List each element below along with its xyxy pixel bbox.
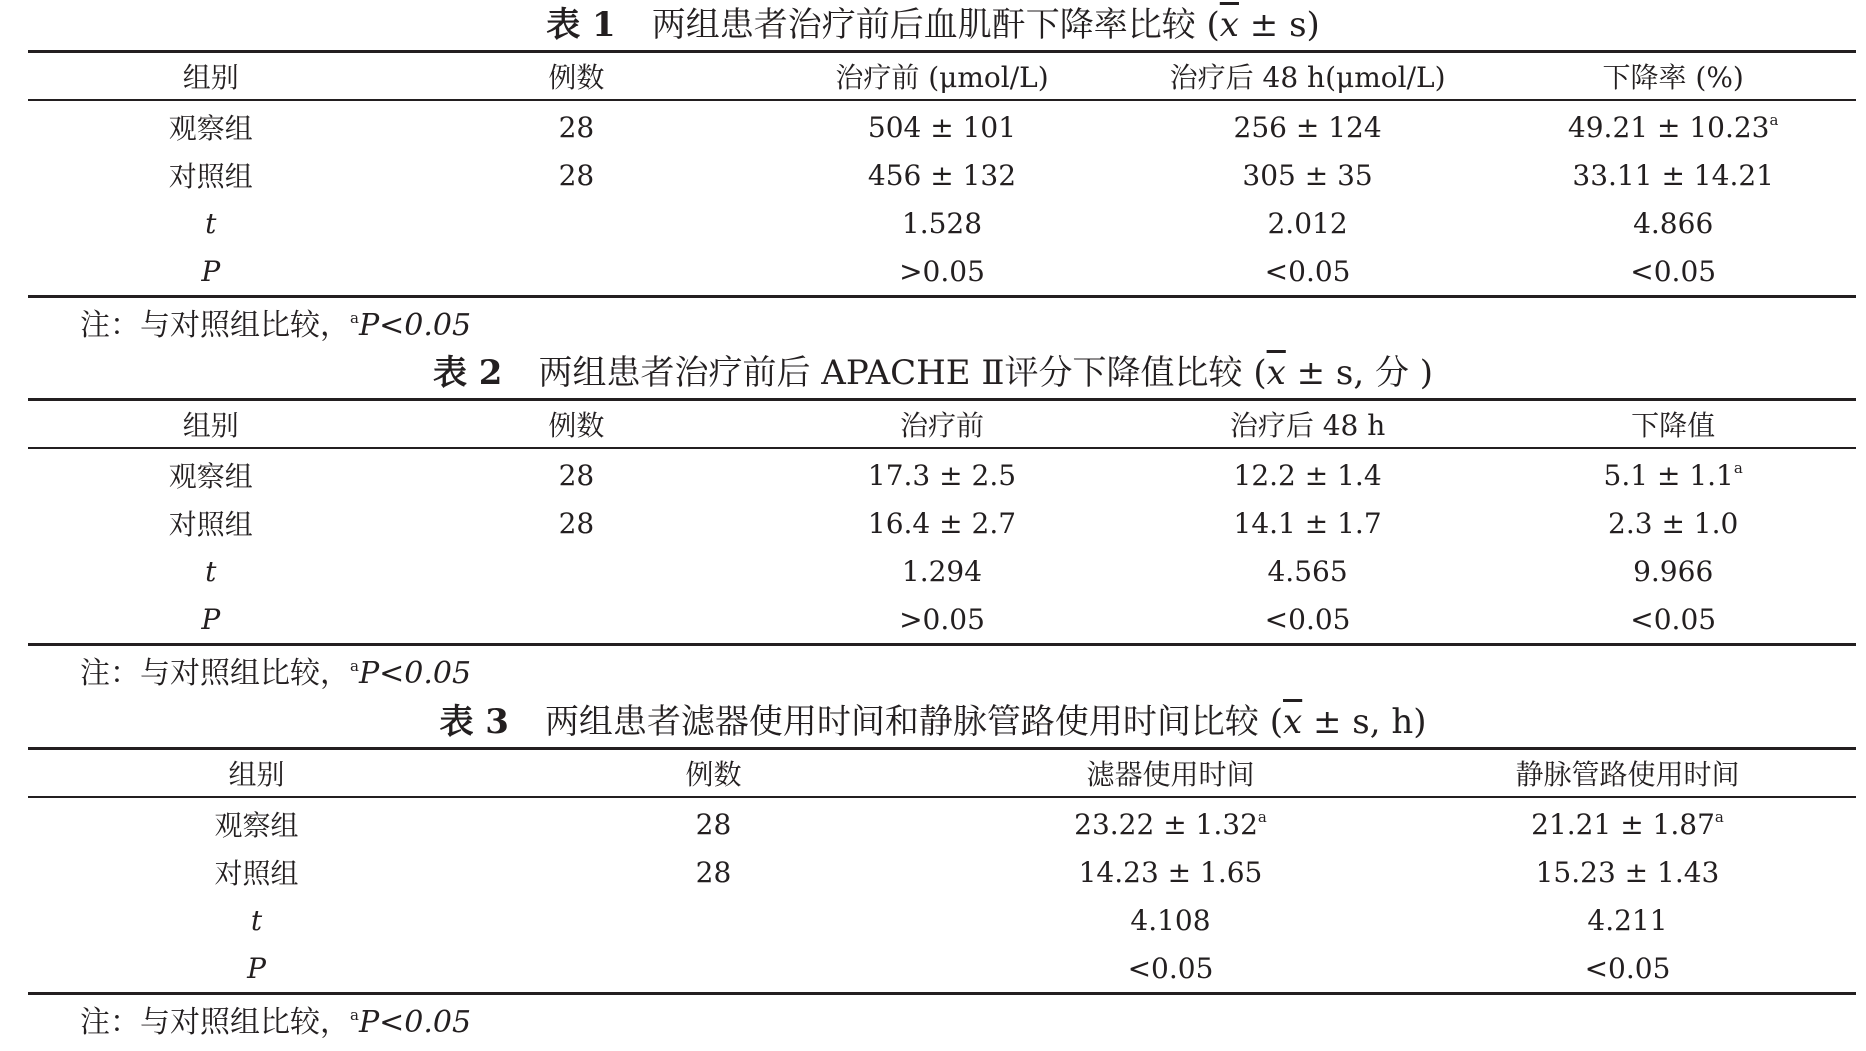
value-cell bbox=[759, 151, 1125, 199]
count-cell: 28 bbox=[558, 458, 595, 492]
count-cell bbox=[485, 896, 942, 944]
group-cell: t bbox=[250, 903, 263, 937]
count-cell: 28 bbox=[558, 158, 595, 192]
table-row bbox=[28, 199, 1856, 247]
value-text: <0.05 bbox=[1264, 254, 1351, 288]
table-row bbox=[28, 797, 1856, 848]
value-cell bbox=[942, 944, 1399, 994]
value-cell bbox=[942, 896, 1399, 944]
table-1-caption bbox=[0, 0, 1866, 50]
value-text: 49.21 ± 10.23 bbox=[1567, 110, 1770, 144]
value-text: 14.23 ± 1.65 bbox=[1078, 855, 1263, 889]
count-cell bbox=[485, 944, 942, 994]
value-cell bbox=[1399, 896, 1856, 944]
count-cell: 28 bbox=[695, 855, 732, 889]
table-row bbox=[28, 100, 1856, 151]
value-text: <0.05 bbox=[1584, 951, 1671, 985]
value-text: 456 ± 132 bbox=[867, 158, 1017, 192]
value-cell bbox=[1125, 595, 1491, 645]
value-cell bbox=[759, 100, 1125, 151]
note-text: 注：与对照组比较， bbox=[80, 1005, 350, 1040]
column-header: 治疗后 48 h(μmol/L) bbox=[1169, 61, 1446, 94]
column-header: 下降值 bbox=[1631, 409, 1716, 442]
table-title: 两组患者治疗前后血肌酐下降率比较 ( bbox=[651, 5, 1220, 45]
value-text: >0.05 bbox=[899, 602, 985, 636]
significance-mark: a bbox=[350, 1006, 359, 1024]
group-cell: P bbox=[247, 951, 266, 985]
value-cell bbox=[1399, 944, 1856, 994]
value-cell bbox=[1399, 797, 1856, 848]
value-cell bbox=[1490, 547, 1856, 595]
value-cell bbox=[1125, 151, 1491, 199]
group-cell: 观察组 bbox=[214, 809, 299, 842]
significance-mark: a bbox=[350, 309, 359, 327]
count-cell bbox=[394, 247, 760, 297]
value-text: <0.05 bbox=[1127, 951, 1214, 985]
value-cell bbox=[1125, 448, 1491, 499]
value-text: 33.11 ± 14.21 bbox=[1572, 158, 1774, 192]
value-text: 15.23 ± 1.43 bbox=[1535, 855, 1720, 889]
table-3-note bbox=[0, 995, 1866, 1047]
value-cell bbox=[942, 848, 1399, 896]
data-table-1 bbox=[28, 50, 1856, 298]
count-cell: 28 bbox=[558, 110, 595, 144]
value-text: 4.211 bbox=[1587, 903, 1668, 937]
column-header: 治疗后 48 h bbox=[1229, 409, 1386, 442]
table-row bbox=[28, 448, 1856, 499]
value-text: 12.2 ± 1.4 bbox=[1233, 458, 1382, 492]
table-title: 两组患者治疗前后 APACHE Ⅱ评分下降值比较 ( bbox=[538, 353, 1267, 393]
value-cell bbox=[1490, 595, 1856, 645]
table-label: 表 3 bbox=[439, 702, 509, 742]
value-cell bbox=[1490, 199, 1856, 247]
value-cell bbox=[1125, 499, 1491, 547]
group-cell: 对照组 bbox=[214, 857, 299, 890]
significance-mark: a bbox=[1769, 110, 1779, 129]
column-header: 例数 bbox=[548, 409, 605, 442]
note-p-value: P<0.05 bbox=[358, 656, 472, 691]
count-cell: 28 bbox=[558, 506, 595, 540]
value-cell bbox=[1125, 247, 1491, 297]
table-3-caption bbox=[0, 697, 1866, 747]
significance-mark: a bbox=[1714, 807, 1724, 826]
group-cell: 对照组 bbox=[168, 160, 253, 193]
value-text: 14.1 ± 1.7 bbox=[1233, 506, 1382, 540]
table-row bbox=[28, 499, 1856, 547]
value-text: 4.565 bbox=[1267, 554, 1348, 588]
value-cell bbox=[1490, 448, 1856, 499]
table-3-block bbox=[0, 697, 1866, 1047]
group-cell: 观察组 bbox=[168, 112, 253, 145]
value-text: 504 ± 101 bbox=[867, 110, 1017, 144]
value-text: 4.866 bbox=[1633, 206, 1714, 240]
table-row bbox=[28, 848, 1856, 896]
value-cell bbox=[759, 595, 1125, 645]
group-cell: P bbox=[201, 602, 221, 636]
value-text: 2.3 ± 1.0 bbox=[1608, 506, 1739, 540]
value-text: >0.05 bbox=[899, 254, 985, 288]
table-title-suffix: ± s) bbox=[1238, 5, 1320, 45]
table-row bbox=[28, 896, 1856, 944]
header-row bbox=[28, 400, 1856, 449]
table-row bbox=[28, 547, 1856, 595]
group-cell: t bbox=[205, 554, 217, 588]
table-2-note bbox=[0, 646, 1866, 698]
value-cell bbox=[1490, 247, 1856, 297]
mean-symbol: $\overline{x}$ bbox=[1266, 353, 1286, 393]
data-table-3 bbox=[28, 747, 1856, 995]
table-title-suffix: ± s, h) bbox=[1302, 702, 1427, 742]
value-cell bbox=[759, 547, 1125, 595]
value-text: 1.528 bbox=[901, 206, 983, 240]
value-cell bbox=[1399, 848, 1856, 896]
value-text: 5.1 ± 1.1 bbox=[1603, 458, 1734, 492]
column-header: 治疗前 bbox=[899, 409, 984, 442]
column-header: 滤器使用时间 bbox=[1086, 758, 1255, 791]
group-cell: t bbox=[205, 206, 217, 240]
value-text: <0.05 bbox=[1630, 602, 1717, 636]
table-label: 表 2 bbox=[432, 353, 503, 393]
column-header: 例数 bbox=[685, 758, 742, 791]
header-row bbox=[28, 52, 1856, 101]
table-1-note bbox=[0, 298, 1866, 350]
value-cell bbox=[759, 499, 1125, 547]
table-row bbox=[28, 151, 1856, 199]
note-p-value: P<0.05 bbox=[358, 1005, 472, 1040]
count-cell: 28 bbox=[695, 807, 732, 841]
header-row bbox=[28, 749, 1856, 798]
value-text: 9.966 bbox=[1633, 554, 1714, 588]
value-text: <0.05 bbox=[1630, 254, 1717, 288]
table-2-block bbox=[0, 348, 1866, 698]
value-cell bbox=[1490, 151, 1856, 199]
count-cell bbox=[394, 199, 760, 247]
table-row bbox=[28, 944, 1856, 994]
value-text: 4.108 bbox=[1130, 903, 1211, 937]
value-text: 256 ± 124 bbox=[1233, 110, 1382, 144]
column-header: 组别 bbox=[182, 409, 239, 442]
count-cell bbox=[394, 595, 760, 645]
column-header: 下降率 (%) bbox=[1602, 61, 1744, 94]
value-cell bbox=[1125, 199, 1491, 247]
value-cell bbox=[1490, 499, 1856, 547]
group-cell: P bbox=[201, 254, 221, 288]
value-cell bbox=[942, 797, 1399, 848]
note-text: 注：与对照组比较， bbox=[80, 656, 350, 691]
table-label: 表 1 bbox=[546, 5, 616, 45]
table-row bbox=[28, 595, 1856, 645]
table-row bbox=[28, 247, 1856, 297]
value-text: 21.21 ± 1.87 bbox=[1531, 807, 1715, 841]
value-text: 1.294 bbox=[901, 554, 983, 588]
value-cell bbox=[759, 247, 1125, 297]
count-cell bbox=[394, 547, 760, 595]
table-title-suffix: ± s, 分 ) bbox=[1285, 353, 1434, 393]
value-text: 17.3 ± 2.5 bbox=[867, 458, 1017, 492]
note-text: 注：与对照组比较， bbox=[80, 308, 350, 343]
table-1-block bbox=[0, 0, 1866, 350]
value-text: 305 ± 35 bbox=[1242, 158, 1373, 192]
value-text: 2.012 bbox=[1267, 206, 1348, 240]
significance-mark: a bbox=[1733, 458, 1743, 477]
note-p-value: P<0.05 bbox=[358, 308, 472, 343]
table-2-caption bbox=[0, 348, 1866, 398]
value-cell bbox=[1490, 100, 1856, 151]
value-text: 23.22 ± 1.32 bbox=[1074, 807, 1258, 841]
value-cell bbox=[1125, 547, 1491, 595]
mean-symbol: $\overline{x}$ bbox=[1219, 5, 1239, 45]
column-header: 静脉管路使用时间 bbox=[1515, 758, 1740, 791]
group-cell: 对照组 bbox=[168, 508, 253, 541]
mean-symbol: $\overline{x}$ bbox=[1283, 702, 1303, 742]
column-header: 治疗前 (μmol/L) bbox=[835, 61, 1049, 94]
significance-mark: a bbox=[1257, 807, 1267, 826]
data-table-2 bbox=[28, 398, 1856, 646]
group-cell: 观察组 bbox=[168, 460, 253, 493]
value-cell bbox=[759, 199, 1125, 247]
value-cell bbox=[1125, 100, 1491, 151]
value-cell bbox=[759, 448, 1125, 499]
table-title: 两组患者滤器使用时间和静脉管路使用时间比较 ( bbox=[544, 702, 1284, 742]
significance-mark: a bbox=[350, 657, 359, 675]
column-header: 组别 bbox=[182, 61, 239, 94]
column-header: 组别 bbox=[228, 758, 285, 791]
value-text: 16.4 ± 2.7 bbox=[867, 506, 1017, 540]
column-header: 例数 bbox=[548, 61, 605, 94]
value-text: <0.05 bbox=[1264, 602, 1351, 636]
